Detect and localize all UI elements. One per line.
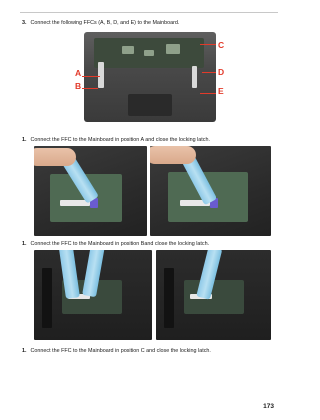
- page-number: 173: [263, 403, 274, 410]
- connector-chip: [122, 46, 134, 54]
- ffc-a-photo-before: [34, 146, 147, 236]
- step-number: 1.: [22, 348, 27, 354]
- side-slot: [164, 268, 174, 328]
- callout-line-d: [202, 72, 216, 73]
- connector-chip: [166, 44, 180, 54]
- callout-line-e: [200, 93, 216, 94]
- callout-line-b: [82, 88, 98, 89]
- side-slot: [42, 268, 52, 328]
- callout-c: C: [218, 40, 225, 50]
- ffc-cable: [98, 62, 104, 88]
- touchpad: [128, 94, 172, 116]
- connector-chip: [144, 50, 154, 56]
- step-text: Connect the FFC to the Mainboard in position A and close the locking latch.: [30, 137, 210, 143]
- ffc-cable: [192, 66, 197, 88]
- callout-line-a: [82, 76, 100, 77]
- step-number: 3.: [22, 20, 27, 26]
- callout-line-c: [200, 44, 216, 45]
- callout-e: E: [218, 86, 224, 96]
- callout-b: B: [75, 81, 82, 91]
- step-a: [22, 137, 210, 144]
- step-text: Connect the following FFCs (A, B, D, and E) to the Mainboard.: [30, 20, 180, 26]
- ffc-b-photo-after: [156, 250, 271, 340]
- callout-a: A: [75, 68, 82, 78]
- step-text: Connect the FFC to the Mainboard in position C and close the locking latch.: [30, 348, 211, 354]
- step-3: [22, 20, 179, 27]
- step-number: 1.: [22, 137, 27, 143]
- callout-d: D: [218, 67, 225, 77]
- step-c: [22, 348, 211, 355]
- header-rule: [20, 12, 278, 13]
- ffc-b-photo-before: [34, 250, 152, 340]
- step-number: 1.: [22, 241, 27, 247]
- finger: [34, 148, 76, 166]
- laptop-ffc-overview-photo: [84, 32, 216, 122]
- ffc-a-photo-after: [150, 146, 271, 236]
- step-b: [22, 241, 209, 248]
- finger: [150, 146, 196, 164]
- step-text: Connect the FFC to the Mainboard in position Band close the locking latch.: [30, 241, 210, 247]
